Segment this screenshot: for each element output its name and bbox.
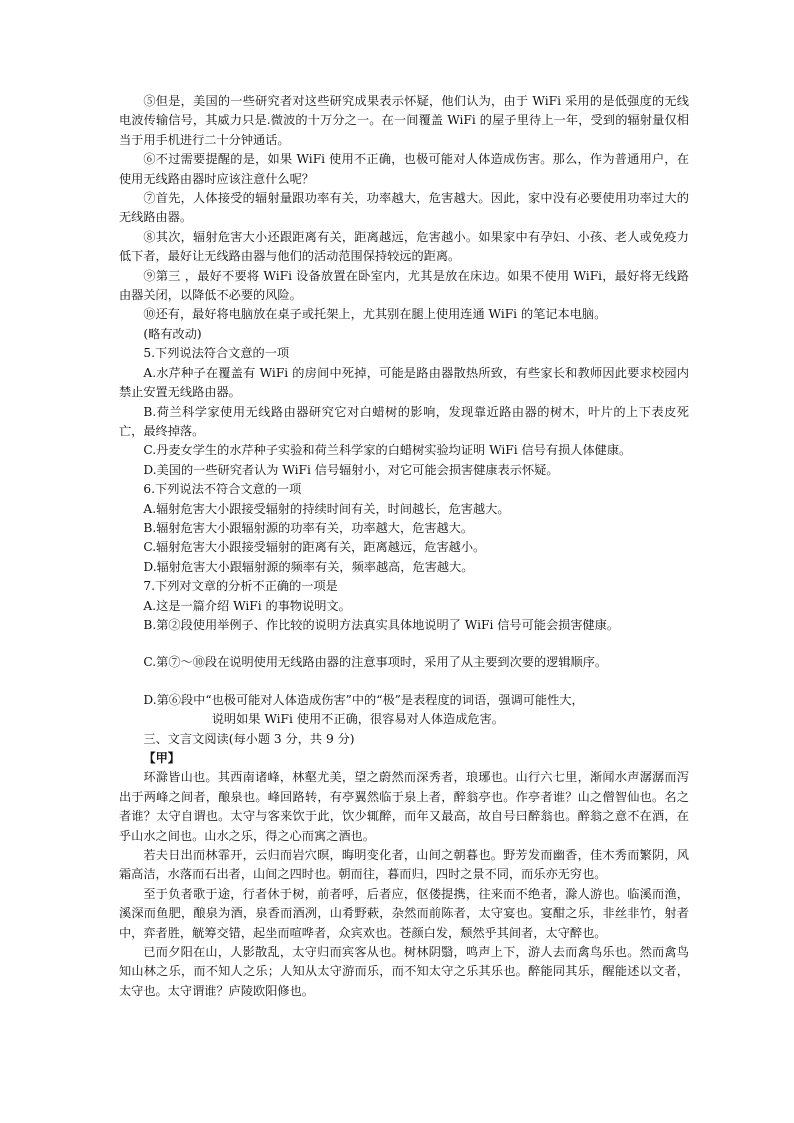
question-7-option-d: D.第⑥段中“也极可能对人体造成伤害”中的“极”是表程度的词语，强调可能性大， [143,692,584,707]
question-5-option-c: C.丹麦女学生的水芹种子实验和荷兰科学家的白蜡树实验均证明 WiFi 信号有损人体健康。 [143,443,632,458]
question-5-stem: 5.下列说法符合文意的一项 [143,346,290,361]
question-6-option-c: C.辐射危害大小跟接受辐射的距离有关，距离越远，危害越小。 [143,540,486,555]
question-5-option-d: D.美国的一些研究者认为 WiFi 信号辐射小，对它可能会损害健康表示怀疑。 [143,462,559,477]
question-6-stem: 6.下列说法不符合文意的一项 [143,482,302,497]
question-6-option-d: D.辐射危害大小跟辐射源的频率有关，频率越高，危害越大。 [143,559,474,574]
passage-paragraph-5: ⑤但是，美国的一些研究者对这些研究成果表示怀疑，他们认为，由于 WiFi 采用的是低强度的无线电波传输信号，其威力只是.微波的十万分之一。在一间覆盖 WiFi 的屋子里待上一年，受到的辐射量仅相当于用手机进行二十分钟通话。 [119,94,689,147]
question-6-option-b: B.辐射危害大小跟辐射源的功率有关，功率越大，危害越大。 [143,520,474,535]
passage-paragraph-7: ⑦首先，人体接受的辐射量跟功率有关，功率越大，危害越大。因此，家中没有必要使用功率过大的无线路由器。 [119,191,689,225]
question-7-option-d-continued: 说明如果 WiFi 使用不正确，很容易对人体造成危害。 [211,712,504,727]
passage-paragraph-6: ⑥不过需要提醒的是，如果 WiFi 使用不正确，也极可能对人体造成伤害。那么，作为普通用户，在使用无线路由器时应该注意什么呢？ [119,152,689,186]
question-7-option-b: B.第②段使用举例子、作比较的说明方法真实具体地说明了 WiFi 信号可能会损害健康。 [143,617,620,632]
classical-paragraph-3: 至于负者歌于途，行者休于树，前者呼，后者应，伛偻提携，往来而不绝者，滁人游也。临溪而渔，溪深而鱼肥，酿泉为酒，泉香而酒冽，山肴野蔌，杂然而前陈者，太守宴也。宴酣之乐，非丝非竹，射者中，弈者胜，觥筹交错，起坐而喧哗者，众宾欢也。苍颜白发，颓然乎其间者，太守醉也。 [119,886,689,940]
document-page [119,92,689,1001]
passage-note: (略有改动) [143,326,202,341]
question-7-option-c: C.第⑦～⑩段在说明使用无线路由器的注意事项时，采用了从主要到次要的逻辑顺序。 [143,655,608,670]
question-7-stem: 7.下列对文章的分析不正确的一项是 [143,579,338,594]
question-7-option-a: A.这是一篇介绍 WiFi 的事物说明文。 [143,598,351,613]
classical-paragraph-1: 环滁皆山也。其西南诸峰，林壑尤美，望之蔚然而深秀者，琅琊也。山行六七里，渐闻水声潺潺而泻出于两峰之间者，酿泉也。峰回路转，有亭翼然临于泉上者，醉翁亭也。作亭者谁？山之僧智仙也。名之者谁？太守自谓也。太守与客来饮于此，饮少辄醉，而年又最高，故自号曰醉翁也。醉翁之意不在酒，在乎山水之间也。山水之乐，得之心而寓之酒也。 [119,770,689,843]
question-5-option-b: B.荷兰科学家使用无线路由器研究它对白蜡树的影响，发现靠近路由器的树木，叶片的上下表皮死亡，最终掉落。 [119,404,689,438]
question-5-option-a: A.水芹种子在覆盖有 WiFi 的房间中死掉，可能是路由器散热所致，有些家长和教师因此要求校园内禁止安置无线路由器。 [119,365,689,400]
classical-paragraph-2: 若夫日出而林霏开，云归而岩穴暝，晦明变化者，山间之朝暮也。野芳发而幽香，佳木秀而繁阴，风霜高洁，水落而石出者，山间之四时也。朝而往，暮而归，四时之景不同，而乐亦无穷也。 [119,848,689,882]
classical-paragraph-4: 已而夕阳在山，人影散乱，太守归而宾客从也。树林阴翳，鸣声上下，游人去而禽鸟乐也。然而禽鸟知山林之乐，而不知人之乐；人知从太守游而乐，而不知太守之乐其乐也。醉能同其乐，醒能述以文者，太守也。太守谓谁？庐陵欧阳修也。 [119,945,689,998]
passage-paragraph-9: ⑨第三 ，最好不要将 WiFi 设备放置在卧室内，尤其是放在床边。如果不使用 WiFi，最好将无线路由器关闭，以降低不必要的风险。 [119,268,689,303]
section-3-heading: 三、文言文阅读(每小题 3 分，共 9 分) [143,731,355,746]
question-6-option-a: A.辐射危害大小跟接受辐射的持续时间有关，时间越长，危害越大。 [143,501,510,516]
passage-jia-label: 【甲】 [143,751,180,765]
passage-paragraph-10: ⑩还有，最好将电脑放在桌子或托架上，尤其别在腿上使用连通 WiFi 的笔记本电脑。 [143,307,607,322]
passage-paragraph-8: ⑧其次，辐射危害大小还跟距离有关，距离越远，危害越小。如果家中有孕妇、小孩、老人或免疫力低下者，最好让无线路由器与他们的活动范围保持较远的距离。 [119,229,689,264]
